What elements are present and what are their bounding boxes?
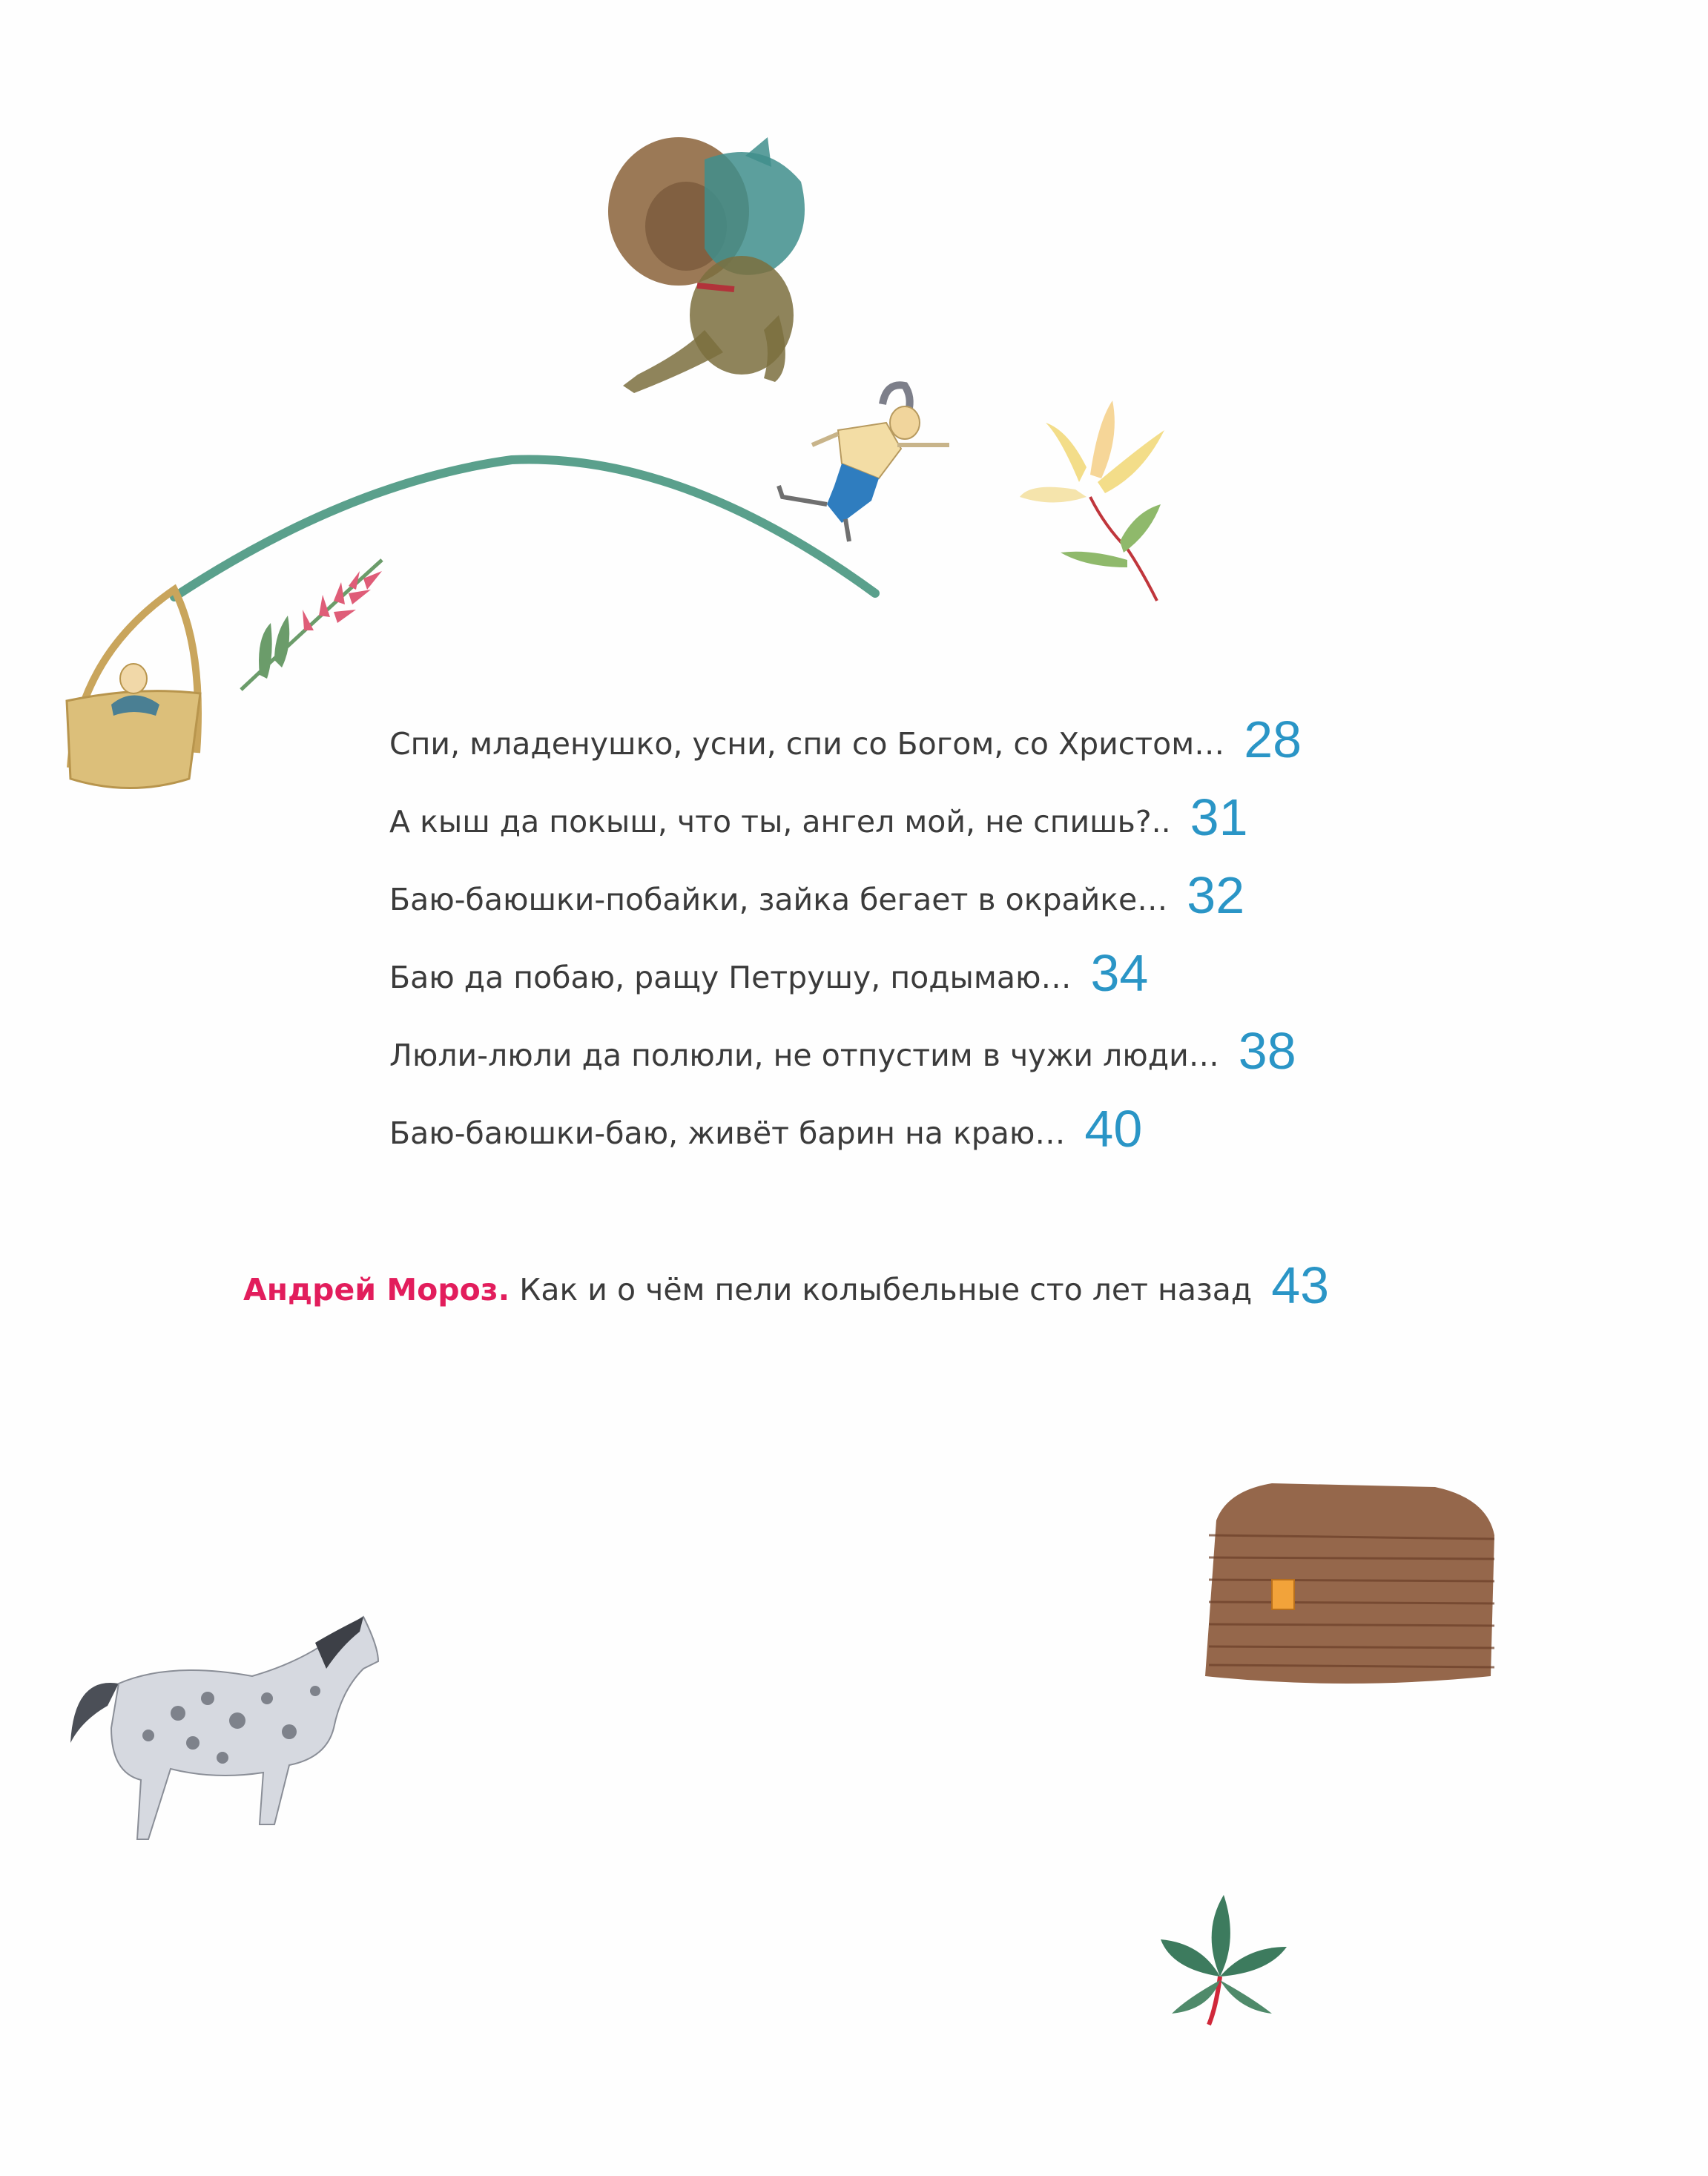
essay-author: Андрей Мороз. xyxy=(243,1272,510,1308)
toc-entry-title: Баю-баюшки-побайки, зайка бегает в окрайке… xyxy=(389,882,1168,917)
toc-entry-title: Баю да побаю, ращу Петрушу, подымаю… xyxy=(389,960,1072,995)
essay-page-number: 43 xyxy=(1271,1256,1330,1314)
toc-entry-title: Спи, младенушко, усни, спи со Богом, со Христом… xyxy=(389,726,1225,762)
toc-essay-entry[interactable] xyxy=(243,1256,1330,1314)
spotted-horse-illustration xyxy=(67,1602,430,1869)
toc-entry[interactable] xyxy=(389,1022,1296,1080)
toc-entry-page-number: 28 xyxy=(1244,711,1302,768)
toc-entry-title: А кыш да покыш, что ты, ангел мой, не спишь?.. xyxy=(389,804,1171,840)
green-sprout-illustration xyxy=(1157,1887,1290,2028)
toc-entry[interactable] xyxy=(389,1100,1143,1158)
toc-entry-title: Люли-люли да полюли, не отпустим в чужи люди… xyxy=(389,1038,1219,1073)
toc-entry-title: Баю-баюшки-баю, живёт барин на краю… xyxy=(389,1115,1066,1151)
toc-entry-page-number: 31 xyxy=(1190,788,1248,846)
toc-entry-page-number: 38 xyxy=(1238,1022,1296,1080)
toc-entry-page-number: 34 xyxy=(1090,944,1149,1002)
toc-entry[interactable] xyxy=(389,788,1248,846)
essay-title: Как и о чём пели колыбельные сто лет назад xyxy=(519,1272,1253,1308)
toc-entry[interactable] xyxy=(389,866,1245,924)
log-hut-illustration xyxy=(1198,1476,1502,1698)
yellow-flower-illustration xyxy=(1016,378,1172,608)
hanging-basket-cradle-illustration xyxy=(56,582,211,797)
toc-entry[interactable] xyxy=(389,711,1302,768)
toc-entry[interactable] xyxy=(389,944,1149,1002)
toc-entry-page-number: 40 xyxy=(1084,1100,1143,1158)
pink-flower-sprig-illustration xyxy=(230,549,393,697)
toc-entry-page-number: 32 xyxy=(1187,866,1245,924)
